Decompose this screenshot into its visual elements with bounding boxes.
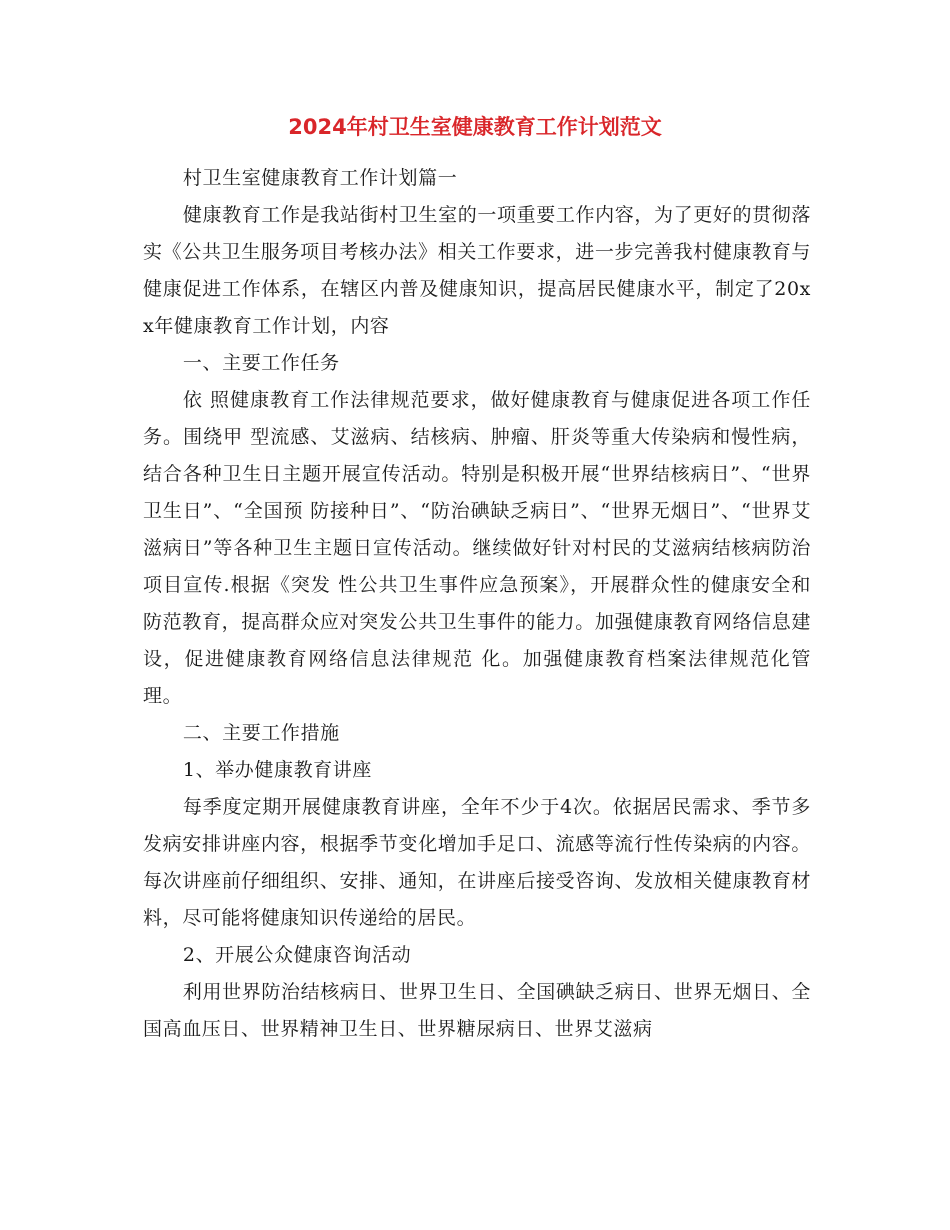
section-heading: 二、主要工作措施 bbox=[182, 722, 340, 744]
paragraph: 每季度定期开展健康教育讲座，全年不少于4次。依据居民需求、季节多发病安排讲座内容，根据季节变化增加手足口、流感等流行性传染病的内容。每次讲座前仔细组织、安排、通知，在讲座后接受咨询、发放相关健康教育材料，尽可能将健康知识传递给的居民。 bbox=[143, 796, 811, 929]
subsection-heading: 2、开展公众健康咨询活动 bbox=[182, 944, 412, 966]
section-heading: 一、主要工作任务 bbox=[182, 352, 340, 374]
document-body bbox=[143, 160, 811, 1048]
subsection-heading: 1、举办健康教育讲座 bbox=[182, 759, 372, 781]
document-title: 2024年村卫生室健康教育工作计划范文 bbox=[288, 115, 662, 139]
paragraph: 健康教育工作是我站街村卫生室的一项重要工作内容，为了更好的贯彻落实《公共卫生服务项目考核办法》相关工作要求，进一步完善我村健康教育与健康促进工作体系，在辖区内普及健康知识，提高居民健康水平，制定了20xx年健康教育工作计划，内容 bbox=[143, 204, 811, 337]
paragraph: 依 照健康教育工作法律规范要求，做好健康教育与健康促进各项工作任务。围绕甲 型流感、艾滋病、结核病、肿瘤、肝炎等重大传染病和慢性病，结合各种卫生日主题开展宣传活动。特别是积极开展“世界结核病日”、“世界卫生日”、“全国预 防接种日”、“防治碘缺乏病日”、“世界无烟日”、“世界艾滋病日”等各种卫生主题日宣传活动。继续做好针对村民的艾滋病结核病防治项目宣传.根据《突发 性公共卫生事件应急预案》，开展群众性的健康安全和防范教育，提高群众应对突发公共卫生事件的能力。加强健康教育网络信息建设，促进健康教育网络信息法律规范 化。加强健康教育档案法律规范化管理。 bbox=[143, 389, 811, 707]
section-heading: 村卫生室健康教育工作计划篇一 bbox=[182, 167, 458, 189]
paragraph: 利用世界防治结核病日、世界卫生日、全国碘缺乏病日、世界无烟日、全国高血压日、世界精神卫生日、世界糖尿病日、世界艾滋病 bbox=[143, 981, 811, 1040]
